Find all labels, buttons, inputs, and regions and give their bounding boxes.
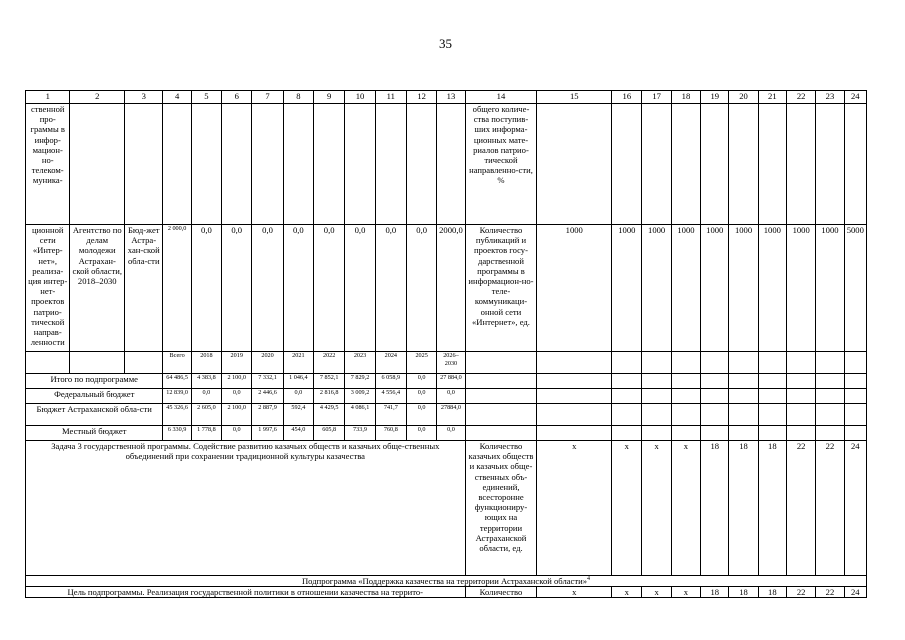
value-cell: 45 326,6 [163, 404, 191, 426]
target-cell: 5000 [844, 225, 866, 352]
year-cell: 2025 [406, 352, 436, 374]
value-cell: 2 100,0 [222, 404, 252, 426]
summary-row [26, 389, 867, 404]
value-cell: 4 086,1 [345, 404, 375, 426]
value-cell: 1 046,4 [283, 374, 313, 389]
value-cell: 7 829,2 [345, 374, 375, 389]
target-cell: 1000 [642, 225, 671, 352]
target-cell: 18 [758, 587, 786, 598]
year-cell: 2022 [314, 352, 345, 374]
target-cell: x [642, 587, 671, 598]
value-cell: 7 332,1 [252, 374, 283, 389]
page-number: 35 [439, 36, 452, 51]
header-cell: 22 [787, 91, 816, 104]
year-cell: 2020 [252, 352, 283, 374]
header-cell: 8 [283, 91, 313, 104]
year-cell: Всего [163, 352, 191, 374]
program-table [25, 90, 867, 598]
value-cell: 4 429,5 [314, 404, 345, 426]
header-cell: 15 [537, 91, 612, 104]
header-cell: 2 [70, 91, 125, 104]
target-cell: x [612, 587, 642, 598]
summary-row [26, 426, 867, 441]
value-cell: 0,0 [406, 225, 436, 352]
subprogram-row [26, 576, 867, 587]
summary-label: Федеральный бюджет [26, 389, 163, 404]
target-cell: 18 [701, 587, 729, 598]
target-cell: 1000 [816, 225, 844, 352]
summary-label: Итого по подпрограмме [26, 374, 163, 389]
header-cell: 19 [701, 91, 729, 104]
value-cell: 0,0 [437, 389, 465, 404]
value-cell: 12 839,0 [163, 389, 191, 404]
summary-row [26, 404, 867, 426]
target-cell: 1000 [729, 225, 758, 352]
value-cell: 2 100,0 [222, 374, 252, 389]
measure-cell: ственной про-граммы в инфор-мацион-но-телеком-муника- [26, 104, 70, 225]
value-cell: 2000,0 [437, 225, 465, 352]
table-row [26, 104, 867, 225]
value-cell: 2 816,8 [314, 389, 345, 404]
value-cell: 0,0 [345, 225, 375, 352]
header-cell: 12 [406, 91, 436, 104]
header-cell: 16 [612, 91, 642, 104]
target-cell: 1000 [612, 225, 642, 352]
value-cell: 0,0 [222, 225, 252, 352]
header-cell: 14 [465, 91, 537, 104]
year-cell: 2026–2030 [437, 352, 465, 374]
value-cell: 6 058,9 [375, 374, 406, 389]
target-cell: 1000 [701, 225, 729, 352]
value-cell: 0,0 [314, 225, 345, 352]
goal-row [26, 587, 867, 598]
value-cell: 0,0 [283, 389, 313, 404]
value-cell: 2 605,0 [191, 404, 221, 426]
target-cell: x [537, 587, 612, 598]
value-cell: 4 383,8 [191, 374, 221, 389]
value-cell: 6 330,9 [163, 426, 191, 441]
header-cell: 3 [125, 91, 163, 104]
target-cell: x [671, 587, 700, 598]
executor-cell: Агентство по делам молодежи Астрахан-ской области, 2018–2030 [70, 225, 125, 352]
value-cell: 27884,0 [437, 404, 465, 426]
target-cell: 1000 [758, 225, 786, 352]
value-cell: 0,0 [283, 225, 313, 352]
target-cell: 1000 [671, 225, 700, 352]
year-cell: 2023 [345, 352, 375, 374]
value-cell: 0,0 [191, 389, 221, 404]
indicator-cell: Количество публикаций и проектов госу-дарственной программы в информацион-но-теле-коммуникаци-онной сети «Интернет», ед. [465, 225, 537, 352]
subprogram-title [26, 576, 867, 587]
value-cell: 0,0 [406, 404, 436, 426]
target-cell: 24 [844, 587, 866, 598]
indicator-cell: Количество [465, 587, 537, 598]
indicator-cell: общего количе-ства поступив-ших информа-ционных мате-риалов патрио-тической направленно-сти, % [465, 104, 537, 225]
target-cell: x [671, 441, 700, 576]
header-cell: 24 [844, 91, 866, 104]
value-cell: 0,0 [191, 225, 221, 352]
year-cell: 2021 [283, 352, 313, 374]
value-cell: 27 884,0 [437, 374, 465, 389]
value-cell: 0,0 [437, 426, 465, 441]
target-cell: 22 [787, 587, 816, 598]
target-cell: 1000 [787, 225, 816, 352]
target-cell: 18 [729, 587, 758, 598]
value-cell: 0,0 [406, 426, 436, 441]
value-cell: 2 000,0 [163, 225, 191, 352]
header-cell: 23 [816, 91, 844, 104]
value-cell: 1 997,6 [252, 426, 283, 441]
value-cell: 454,0 [283, 426, 313, 441]
target-cell: 24 [844, 441, 866, 576]
header-cell: 18 [671, 91, 700, 104]
value-cell: 592,4 [283, 404, 313, 426]
year-cell: 2018 [191, 352, 221, 374]
value-cell: 741,7 [375, 404, 406, 426]
years-row [26, 352, 867, 374]
value-cell: 2 887,9 [252, 404, 283, 426]
target-cell: x [537, 441, 612, 576]
value-cell: 0,0 [375, 225, 406, 352]
header-cell: 21 [758, 91, 786, 104]
summary-label: Бюджет Астраханской обла-сти [26, 404, 163, 426]
target-cell: 22 [816, 587, 844, 598]
target-cell: 22 [787, 441, 816, 576]
value-cell: 605,8 [314, 426, 345, 441]
value-cell: 0,0 [406, 374, 436, 389]
task-row [26, 441, 867, 576]
summary-row [26, 374, 867, 389]
target-cell: 18 [758, 441, 786, 576]
header-cell: 5 [191, 91, 221, 104]
target-cell: 18 [701, 441, 729, 576]
header-cell: 11 [375, 91, 406, 104]
target-cell: 22 [816, 441, 844, 576]
header-cell: 20 [729, 91, 758, 104]
year-cell: 2019 [222, 352, 252, 374]
source-cell: Бюд-жет Астра-хан-ской обла-сти [125, 225, 163, 352]
value-cell: 2 446,6 [252, 389, 283, 404]
target-cell: x [612, 441, 642, 576]
table-row [26, 225, 867, 352]
measure-cell: ционной сети «Интер-нет», реализа-ция интер-нет-проектов патрио-тической направ-ленности [26, 225, 70, 352]
value-cell: 0,0 [252, 225, 283, 352]
header-cell: 7 [252, 91, 283, 104]
header-row [26, 91, 867, 104]
value-cell: 0,0 [406, 389, 436, 404]
target-cell: 18 [729, 441, 758, 576]
header-cell: 9 [314, 91, 345, 104]
target-cell: 1000 [537, 225, 612, 352]
value-cell: 760,8 [375, 426, 406, 441]
value-cell: 4 556,4 [375, 389, 406, 404]
subprogram-title-text: Подпрограмма «Поддержка казачества на территории Астраханской области» [301, 576, 588, 586]
value-cell: 64 486,5 [163, 374, 191, 389]
task-text: Задача 3 государственной программы. Содействие развитию казачьих обществ и казачьих обще-ственных объединений при сохранении традиционной культуры казачества [26, 441, 466, 576]
value-cell: 733,9 [345, 426, 375, 441]
value-cell: 3 009,2 [345, 389, 375, 404]
goal-text: Цель подпрограммы. Реализация государственной политики в отношении казачества на террито- [26, 587, 466, 598]
target-cell: x [642, 441, 671, 576]
header-cell: 4 [163, 91, 191, 104]
value-cell: 1 778,8 [191, 426, 221, 441]
header-cell: 1 [26, 91, 70, 104]
value-cell: 0,0 [222, 426, 252, 441]
indicator-cell: Количество казачьих обществ и казачьих обще-ственных объ-единений, всесторонне функциониру-ющих на территории Астраханской области, ед. [465, 441, 537, 576]
header-cell: 10 [345, 91, 375, 104]
value-cell: 0,0 [222, 389, 252, 404]
footnote-mark: 4 [587, 576, 591, 583]
header-cell: 6 [222, 91, 252, 104]
value-cell: 7 852,1 [314, 374, 345, 389]
header-cell: 17 [642, 91, 671, 104]
summary-label: Местный бюджет [26, 426, 163, 441]
header-cell: 13 [437, 91, 465, 104]
year-cell: 2024 [375, 352, 406, 374]
